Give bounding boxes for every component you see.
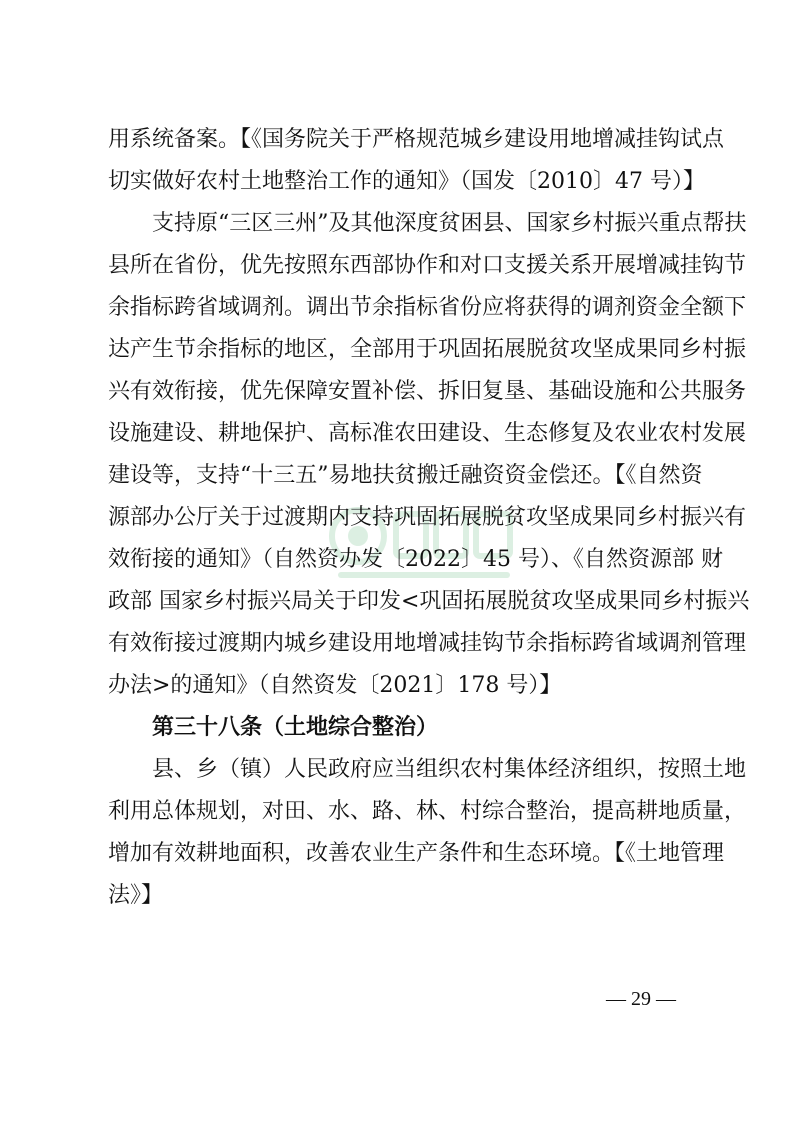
paragraph-1-line-2: 切实做好农村土地整治工作的通知》（国发〔2010〕47 号）】	[108, 169, 705, 194]
paragraph-2-line-1: 支持原“三区三州”及其他深度贫困县、国家乡村振兴重点帮扶	[152, 211, 747, 236]
paragraph-2-line-8: 源部办公厅关于过渡期内支持巩固拓展脱贫攻坚成果同乡村振兴有	[108, 505, 747, 530]
paragraph-2-line-3: 余指标跨省域调剂。调出节余指标省份应将获得的调剂资金全额下	[108, 295, 747, 320]
paragraph-2-line-12: 办法>的通知》（自然资发〔2021〕178 号）】	[108, 673, 562, 698]
paragraph-3-line-4: 法》】	[108, 883, 164, 908]
paragraph-2-line-2: 县所在省份，优先按照东西部协作和对口支援关系开展增减挂钩节	[108, 253, 747, 278]
paragraph-2-line-4: 达产生节余指标的地区，全部用于巩固拓展脱贫攻坚成果同乡村振	[108, 337, 747, 362]
paragraph-2-line-10: 政部 国家乡村振兴局关于印发<巩固拓展脱贫攻坚成果同乡村振兴	[108, 589, 750, 614]
paragraph-2-line-11: 有效衔接过渡期内城乡建设用地增减挂钩节余指标跨省域调剂管理	[108, 631, 747, 656]
paragraph-1-line-1: 用系统备案。【《国务院关于严格规范城乡建设用地增减挂钩试点	[108, 127, 725, 152]
paragraph-2-line-6: 设施建设、耕地保护、高标准农田建设、生态修复及农业农村发展	[108, 421, 747, 446]
paragraph-3-line-1: 县、乡（镇）人民政府应当组织农村集体经济组织，按照土地	[152, 757, 747, 782]
paragraph-2-line-5: 兴有效衔接，优先保障安置补偿、拆旧复垦、基础设施和公共服务	[108, 379, 747, 404]
paragraph-3-line-3: 增加有效耕地面积，改善农业生产条件和生态环境。【《土地管理	[108, 841, 725, 866]
article-heading: 第三十八条（土地综合整治）	[152, 715, 439, 740]
paragraph-2-line-9: 效衔接的通知》（自然资办发〔2022〕45 号）、《自然资源部 财	[108, 547, 723, 572]
paragraph-2-line-7: 建设等，支持“十三五”易地扶贫搬迁融资资金偿还。【《自然资	[108, 463, 703, 488]
page-number: — 29 —	[606, 988, 676, 1010]
paragraph-3-line-2: 利用总体规划，对田、水、路、林、村综合整治，提高耕地质量，	[108, 799, 747, 824]
